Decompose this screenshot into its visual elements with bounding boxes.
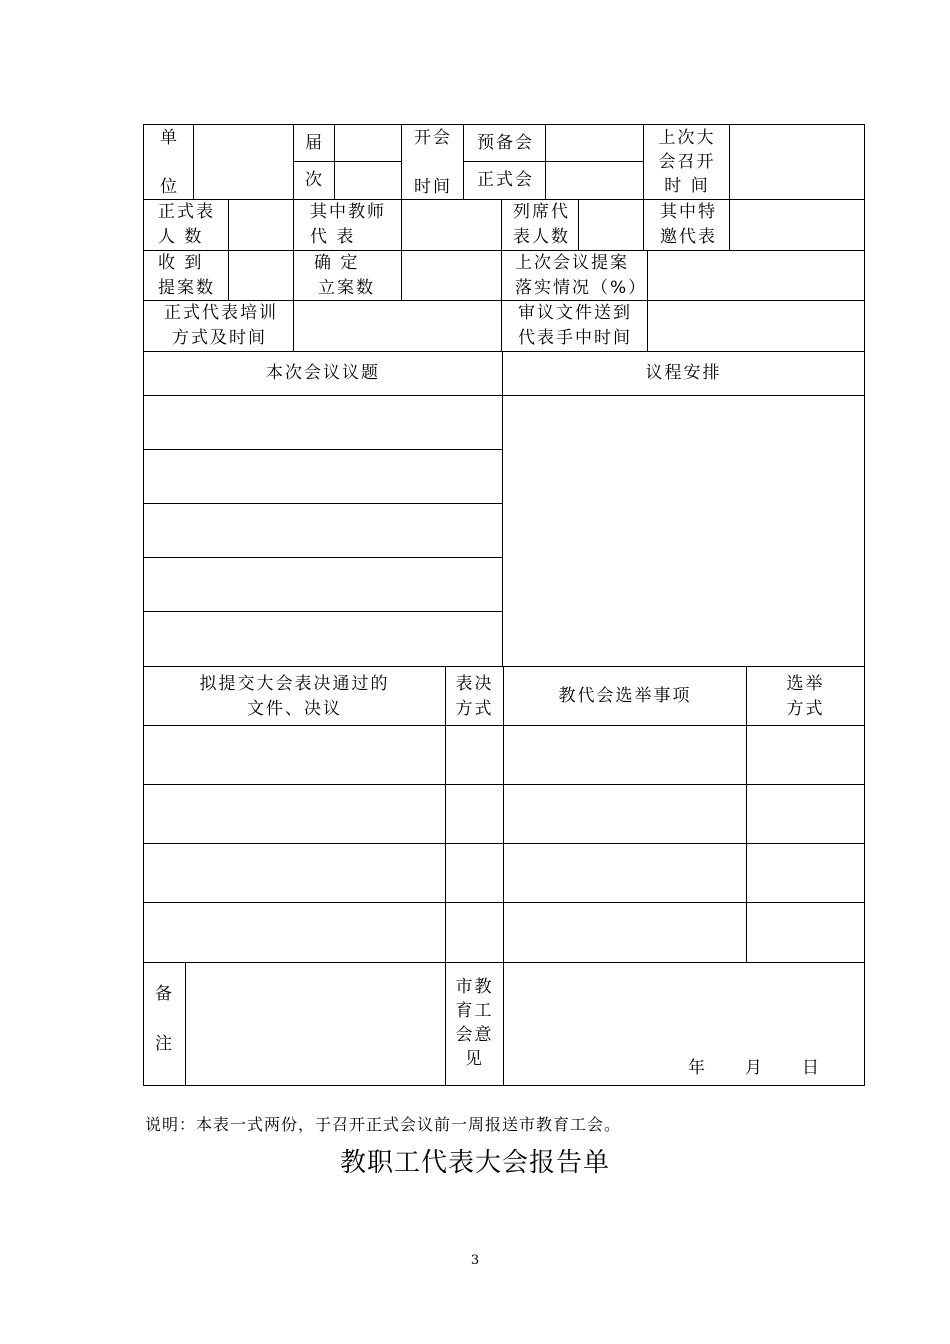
last-implementation-label-2: 落实情况（%） <box>515 278 648 298</box>
session-label-top: 届 <box>305 133 324 153</box>
last-congress-label-1: 上次大 <box>658 128 716 148</box>
agenda-header: 议程安排 <box>645 363 722 383</box>
date-month-label: 月 <box>745 1058 764 1078</box>
prep-meeting-label: 预备会 <box>477 133 534 153</box>
review-docs-label-2: 代表手中时间 <box>518 328 632 348</box>
document-title: 教职工代表大会报告单 <box>339 1148 610 1178</box>
page-number: 3 <box>470 1253 480 1268</box>
instructions-note: 说明：本表一式两份，于召开正式会议前一周报送市教育工会。 <box>145 1115 622 1134</box>
remarks-label-1: 备 <box>155 984 174 1004</box>
last-congress-label-2: 会召开 <box>658 152 716 172</box>
election-items-header: 教代会选举事项 <box>558 686 692 706</box>
training-label-1: 正式代表培训 <box>164 303 278 323</box>
review-docs-label-1: 审议文件送到 <box>518 303 632 323</box>
received-proposals-label-1: 收 到 <box>158 253 204 273</box>
election-method-header-1: 选举 <box>786 674 825 694</box>
teacher-reps-label-2: 代 表 <box>310 227 356 247</box>
received-proposals-label-2: 提案数 <box>158 278 215 298</box>
session-label-bottom: 次 <box>305 170 324 190</box>
formal-reps-label-2: 人 数 <box>158 227 204 247</box>
documents-header-1: 拟提交大会表决通过的 <box>199 674 390 694</box>
special-reps-label-1: 其中特 <box>660 202 717 222</box>
confirmed-cases-label-2: 立案数 <box>318 278 375 298</box>
date-year-label: 年 <box>688 1058 707 1078</box>
date-day-label: 日 <box>802 1058 821 1078</box>
vote-method-header-2: 方式 <box>455 699 494 719</box>
vote-method-header-1: 表决 <box>455 674 494 694</box>
meeting-time-label-bottom: 时间 <box>414 177 452 197</box>
special-reps-label-2: 邀代表 <box>660 227 717 247</box>
formal-meeting-label: 正式会 <box>477 170 534 190</box>
unit-label-top: 单 <box>160 128 179 148</box>
teacher-reps-label-1: 其中教师 <box>310 202 386 222</box>
last-implementation-label-1: 上次会议提案 <box>515 253 629 273</box>
confirmed-cases-label-1: 确 定 <box>314 253 360 273</box>
last-congress-label-3: 时 间 <box>664 176 710 196</box>
remarks-label-2: 注 <box>155 1034 174 1054</box>
union-opinion-label-1: 市教 <box>455 977 494 997</box>
formal-reps-label-1: 正式表 <box>158 202 215 222</box>
unit-label-bottom: 位 <box>160 177 179 197</box>
attending-reps-label-1: 列席代 <box>513 202 570 222</box>
topics-header: 本次会议议题 <box>266 363 380 383</box>
union-opinion-label-2: 育工 <box>455 1001 494 1021</box>
union-opinion-label-3: 会意 <box>455 1025 494 1045</box>
meeting-time-label-top: 开会 <box>414 128 452 148</box>
training-label-2: 方式及时间 <box>172 328 267 348</box>
documents-header-2: 文件、决议 <box>247 699 342 719</box>
election-method-header-2: 方式 <box>786 699 825 719</box>
attending-reps-label-2: 表人数 <box>513 227 570 247</box>
union-opinion-label-4: 见 <box>465 1049 484 1069</box>
